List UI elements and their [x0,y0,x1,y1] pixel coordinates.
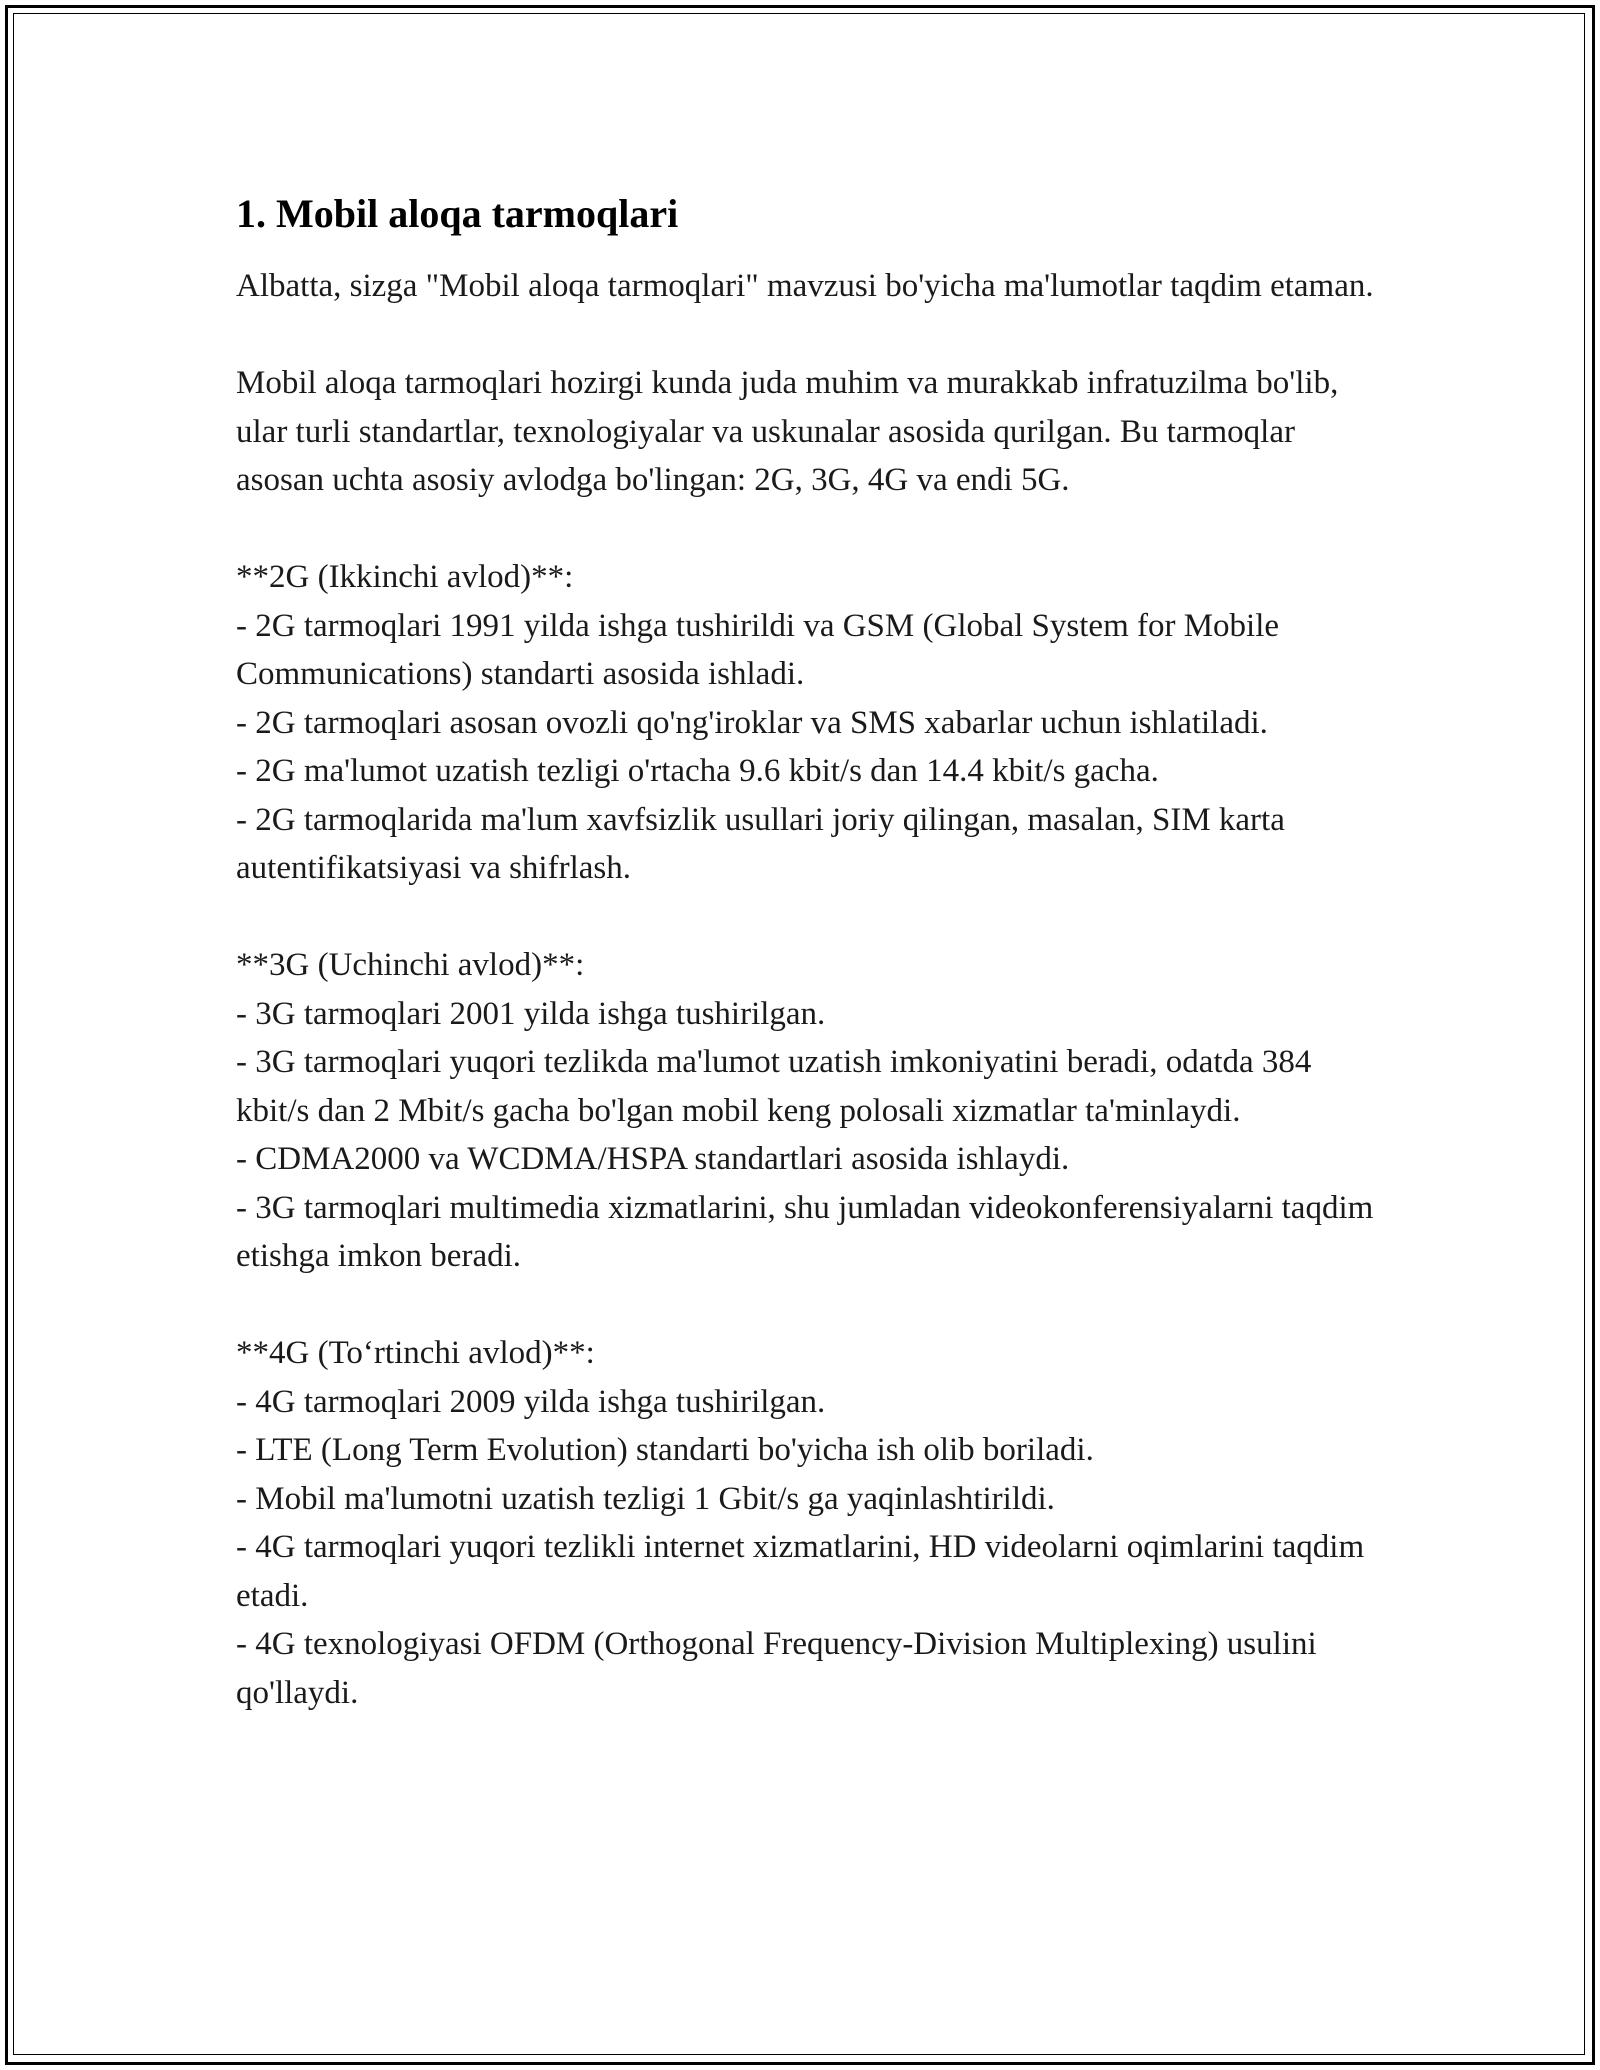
paragraph-gap [236,311,1386,360]
section-4g [236,1329,1386,1717]
list-item: - LTE (Long Term Evolution) standarti bo'yicha ish olib boriladi. [236,1432,1094,1468]
list-item: - 2G ma'lumot uzatish tezligi o'rtacha 9.6 kbit/s dan 14.4 kbit/s gacha. [236,753,1159,789]
list-item: - 2G tarmoqlarida ma'lum xavfsizlik usullari joriy qilingan, masalan, SIM karta autentifikatsiyasi va shifrlash. [236,801,1285,886]
section-heading-4g: **4G (To‘rtinchi avlod)**: [236,1335,595,1371]
list-item: - 3G tarmoqlari 2001 yilda ishga tushirilgan. [236,995,826,1032]
section-2g [236,553,1386,893]
paragraph-gap [236,505,1386,554]
list-item: - 4G tarmoqlari 2009 yilda ishga tushirilgan. [236,1383,826,1420]
list-item: - 2G tarmoqlari asosan ovozli qo'ng'iroklar va SMS xabarlar uchun ishlatiladi. [236,704,1268,741]
document-title: 1. Mobil aloqa tarmoqlari [236,191,679,236]
list-item: - 3G tarmoqlari multimedia xizmatlarini, shu jumladan videokonferensiyalarni taqdim etishga imkon beradi. [236,1189,1374,1274]
intro-paragraph: Albatta, sizga "Mobil aloqa tarmoqlari" mavzusi bo'yicha ma'lumotlar taqdim etaman. [236,268,1374,304]
section-heading-2g: **2G (Ikkinchi avlod)**: [236,559,574,595]
section-3g [236,941,1386,1281]
list-item: - 4G texnologiyasi OFDM (Orthogonal Frequency-Division Multiplexing) usulini qo'llaydi. [236,1626,1317,1711]
list-item: - 2G tarmoqlari 1991 yilda ishga tushirildi va GSM (Global System for Mobile Communications) standarti asosida ishladi. [236,607,1280,692]
overview-paragraph: Mobil aloqa tarmoqlari hozirgi kunda juda muhim va murakkab infratuzilma bo'lib, ular turli standartlar, texnologiyalar va uskunalar asosida qurilgan. Bu tarmoqlar asosan uchta asosiy avlodga bo'lingan: 2G, 3G, 4G va endi 5G. [236,365,1339,498]
paragraph-gap [236,893,1386,942]
paragraph-gap [236,1281,1386,1330]
list-item: - 4G tarmoqlari yuqori tezlikli internet xizmatlarini, HD videolarni oqimlarini taqdim etadi. [236,1529,1365,1614]
list-item: - CDMA2000 va WCDMA/HSPA standartlari asosida ishlaydi. [236,1141,1070,1177]
section-heading-3g: **3G (Uchinchi avlod)**: [236,947,585,983]
list-item: - Mobil ma'lumotni uzatish tezligi 1 Gbit/s ga yaqinlashtirildi. [236,1480,1055,1517]
document-body [236,188,1386,1717]
list-item: - 3G tarmoqlari yuqori tezlikda ma'lumot uzatish imkoniyatini beradi, odatda 384 kbit/s dan 2 Mbit/s gacha bo'lgan mobil keng polosali xizmatlar ta'minlaydi. [236,1044,1312,1129]
